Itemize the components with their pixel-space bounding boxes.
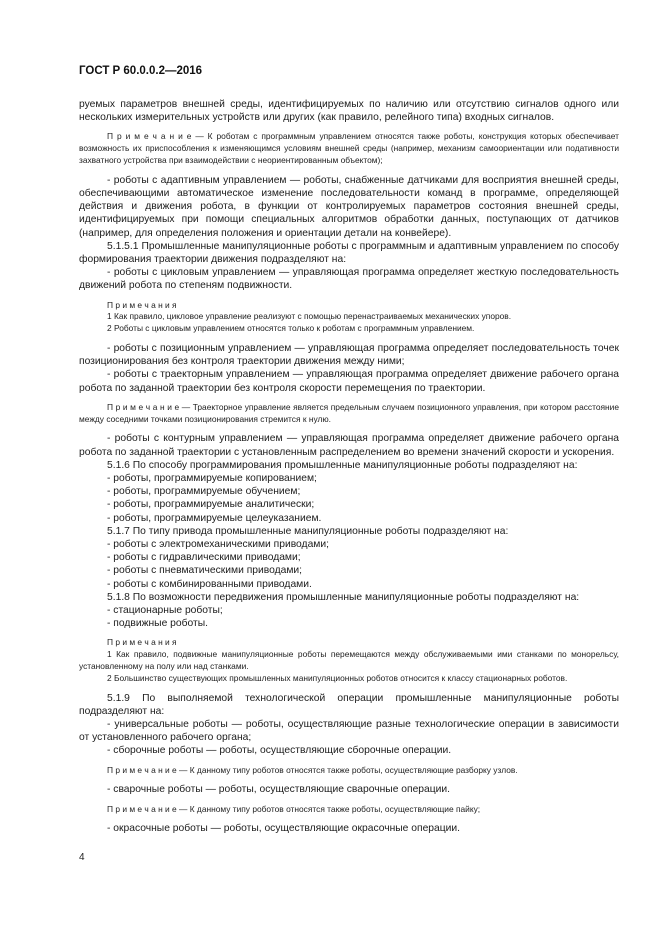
paragraph-text: - роботы с цикловым управлением — управляющая программа определяет жесткую последовательность движений робота по степеням подвижности. — [79, 267, 619, 292]
spacer — [79, 124, 619, 131]
paragraph-text: - роботы, программируемые копированием; — [107, 473, 317, 485]
body-paragraph — [79, 591, 619, 604]
paragraph-text: - роботы с траекторным управлением — управляющая программа определяет движение рабочего органа робота по заданной траектории без контроля скорости перемещения по траектории. — [79, 369, 619, 394]
note-paragraph — [79, 649, 619, 673]
body-paragraph — [79, 718, 619, 744]
body-paragraph — [79, 578, 619, 591]
body-paragraph — [79, 783, 619, 796]
body-paragraph — [79, 266, 619, 292]
spacer — [79, 630, 619, 637]
note-paragraph — [79, 402, 619, 426]
body-paragraph — [79, 551, 619, 564]
body-paragraph — [79, 240, 619, 266]
paragraph-text: — К роботам с программным управлением относятся также роботы, конструкция которых обеспечивает возможность их приспособления к изменяющимся условиям внешней среды (например, механизм самоориентации или подативности захватного устройства при взаимодействии с неориентированным объектом); — [79, 131, 619, 165]
spacer — [79, 758, 619, 765]
body-paragraph — [79, 432, 619, 458]
paragraph-text: 1 Как правило, цикловое управление реализуют с помощью перенастраиваемых механических упоров. — [107, 311, 512, 322]
spacer — [79, 776, 619, 783]
paragraph-text: - роботы с гидравлическими приводами; — [107, 552, 301, 564]
paragraph-text: — К данному типу роботов относятся также роботы, осуществляющие пайку; — [176, 803, 481, 814]
paragraph-text: 5.1.7 По типу привода промышленные манипуляционные роботы подразделяют на: — [107, 525, 509, 537]
spacer — [79, 797, 619, 804]
note-paragraph — [79, 765, 619, 777]
paragraph-text: руемых параметров внешней среды, идентифицируемых по наличию или отсутствию сигналов одного или нескольких измерительных устройств или других (как правило, релейного типа) входных сигналов. — [79, 99, 619, 124]
body-paragraph — [79, 459, 619, 472]
note-label: П р и м е ч а н и е — [107, 764, 177, 775]
spacer — [79, 335, 619, 342]
paragraph-text: - универсальные роботы — роботы, осуществляющие разные технологические операции в зависимости от установленного рабочего органа; — [79, 719, 619, 744]
document-header: ГОСТ Р 60.0.0.2—2016 — [79, 65, 203, 77]
body-paragraph — [79, 692, 619, 718]
spacer — [79, 425, 619, 432]
body-paragraph — [79, 617, 619, 630]
paragraph-text: - роботы с адаптивным управлением — роботы, снабженные датчиками для восприятия внешней среды, обеспечивающими автоматическое изменение последовательности команд в программе, определяющей действия и движения робота, в функции от контролируемых параметров состояния внешней среды, идентифицируемых при помощи специальных алгоритмов обработки данных, поступающих от датчиков (например, для определения положения и ориентации детали на конвейере). — [79, 174, 619, 239]
note-paragraph — [79, 300, 619, 312]
paragraph-text: 5.1.5.1 Промышленные манипуляционные роботы с программным и адаптивным управлением по способу формирования траектории движения подразделяют на: — [79, 240, 619, 266]
paragraph-text: 5.1.6 По способу программирования промышленные манипуляционные роботы подразделяют на: — [107, 459, 578, 471]
note-paragraph — [79, 131, 619, 166]
body-paragraph — [79, 538, 619, 551]
note-paragraph — [79, 323, 619, 335]
body-paragraph — [79, 98, 619, 124]
document-body — [79, 98, 619, 836]
body-paragraph — [79, 604, 619, 617]
paragraph-text: - роботы с пневматическими приводами; — [107, 565, 303, 577]
paragraph-text: 2 Роботы с цикловым управлением относятся только к роботам с программным управлением. — [107, 323, 475, 334]
note-paragraph — [79, 311, 619, 323]
note-paragraph — [79, 804, 619, 816]
paragraph-text: 5.1.9 По выполняемой технологической операции промышленные манипуляционные роботы подразделяют на: — [79, 692, 619, 717]
body-paragraph — [79, 564, 619, 577]
note-label: П р и м е ч а н и е — [107, 803, 177, 814]
paragraph-text: - роботы с комбинированными приводами. — [107, 578, 312, 590]
paragraph-text: - роботы с контурным управлением — управляющая программа определяет движение рабочего органа робота по заданной траектории с установленным распределением во времени значений скорости и ускорения. — [79, 433, 619, 458]
paragraph-text: - роботы с позиционным управлением — управляющая программа определяет последовательность точек позиционирования без контроля траектории движения между ними; — [79, 343, 619, 368]
paragraph-text: - стационарные роботы; — [107, 605, 223, 617]
paragraph-text: - сварочные роботы — роботы, осуществляющие сварочные операции. — [107, 784, 451, 796]
body-paragraph — [79, 744, 619, 757]
paragraph-text: - роботы, программируемые аналитически; — [107, 499, 315, 511]
paragraph-text: — К данному типу роботов относятся также роботы, осуществляющие разборку узлов. — [176, 764, 518, 775]
spacer — [79, 685, 619, 692]
note-paragraph — [79, 637, 619, 649]
body-paragraph — [79, 368, 619, 394]
note-label: П р и м е ч а н и я — [107, 299, 177, 310]
paragraph-text: - подвижные роботы. — [107, 618, 208, 630]
paragraph-text: - роботы, программируемые обучением; — [107, 486, 301, 498]
page-number: 4 — [79, 852, 85, 863]
paragraph-text: - роботы с электромеханическими приводами; — [107, 539, 329, 551]
body-paragraph — [79, 822, 619, 835]
note-label: П р и м е ч а н и я — [107, 637, 177, 648]
paragraph-text: 5.1.8 По возможности передвижения промышленные манипуляционные роботы подразделяют на: — [107, 591, 580, 603]
spacer — [79, 167, 619, 174]
body-paragraph — [79, 472, 619, 485]
note-label: П р и м е ч а н и е — [107, 131, 192, 142]
spacer — [79, 395, 619, 402]
paragraph-text: — Траекторное управление является предельным случаем позиционного управления, при котором расстояние между соседними точками позиционирования стремится к нулю. — [79, 401, 619, 424]
body-paragraph — [79, 525, 619, 538]
note-label: П р и м е ч а н и е — [107, 401, 180, 412]
spacer — [79, 815, 619, 822]
paragraph-text: - окрасочные роботы — роботы, осуществляющие окрасочные операции. — [107, 823, 461, 835]
body-paragraph — [79, 174, 619, 240]
paragraph-text: 1 Как правило, подвижные манипуляционные роботы перемещаются между обслуживаемыми ими станками по монорельсу, установленному на полу или над станками. — [79, 649, 619, 672]
body-paragraph — [79, 498, 619, 511]
body-paragraph — [79, 512, 619, 525]
spacer — [79, 293, 619, 300]
body-paragraph — [79, 342, 619, 368]
body-paragraph — [79, 485, 619, 498]
paragraph-text: 2 Большинство существующих промышленных манипуляционных роботов относится к классу стационарных роботов. — [107, 672, 568, 683]
paragraph-text: - сборочные роботы — роботы, осуществляющие сборочные операции. — [107, 745, 452, 757]
paragraph-text: - роботы, программируемые целеуказанием. — [107, 512, 322, 524]
note-paragraph — [79, 673, 619, 685]
